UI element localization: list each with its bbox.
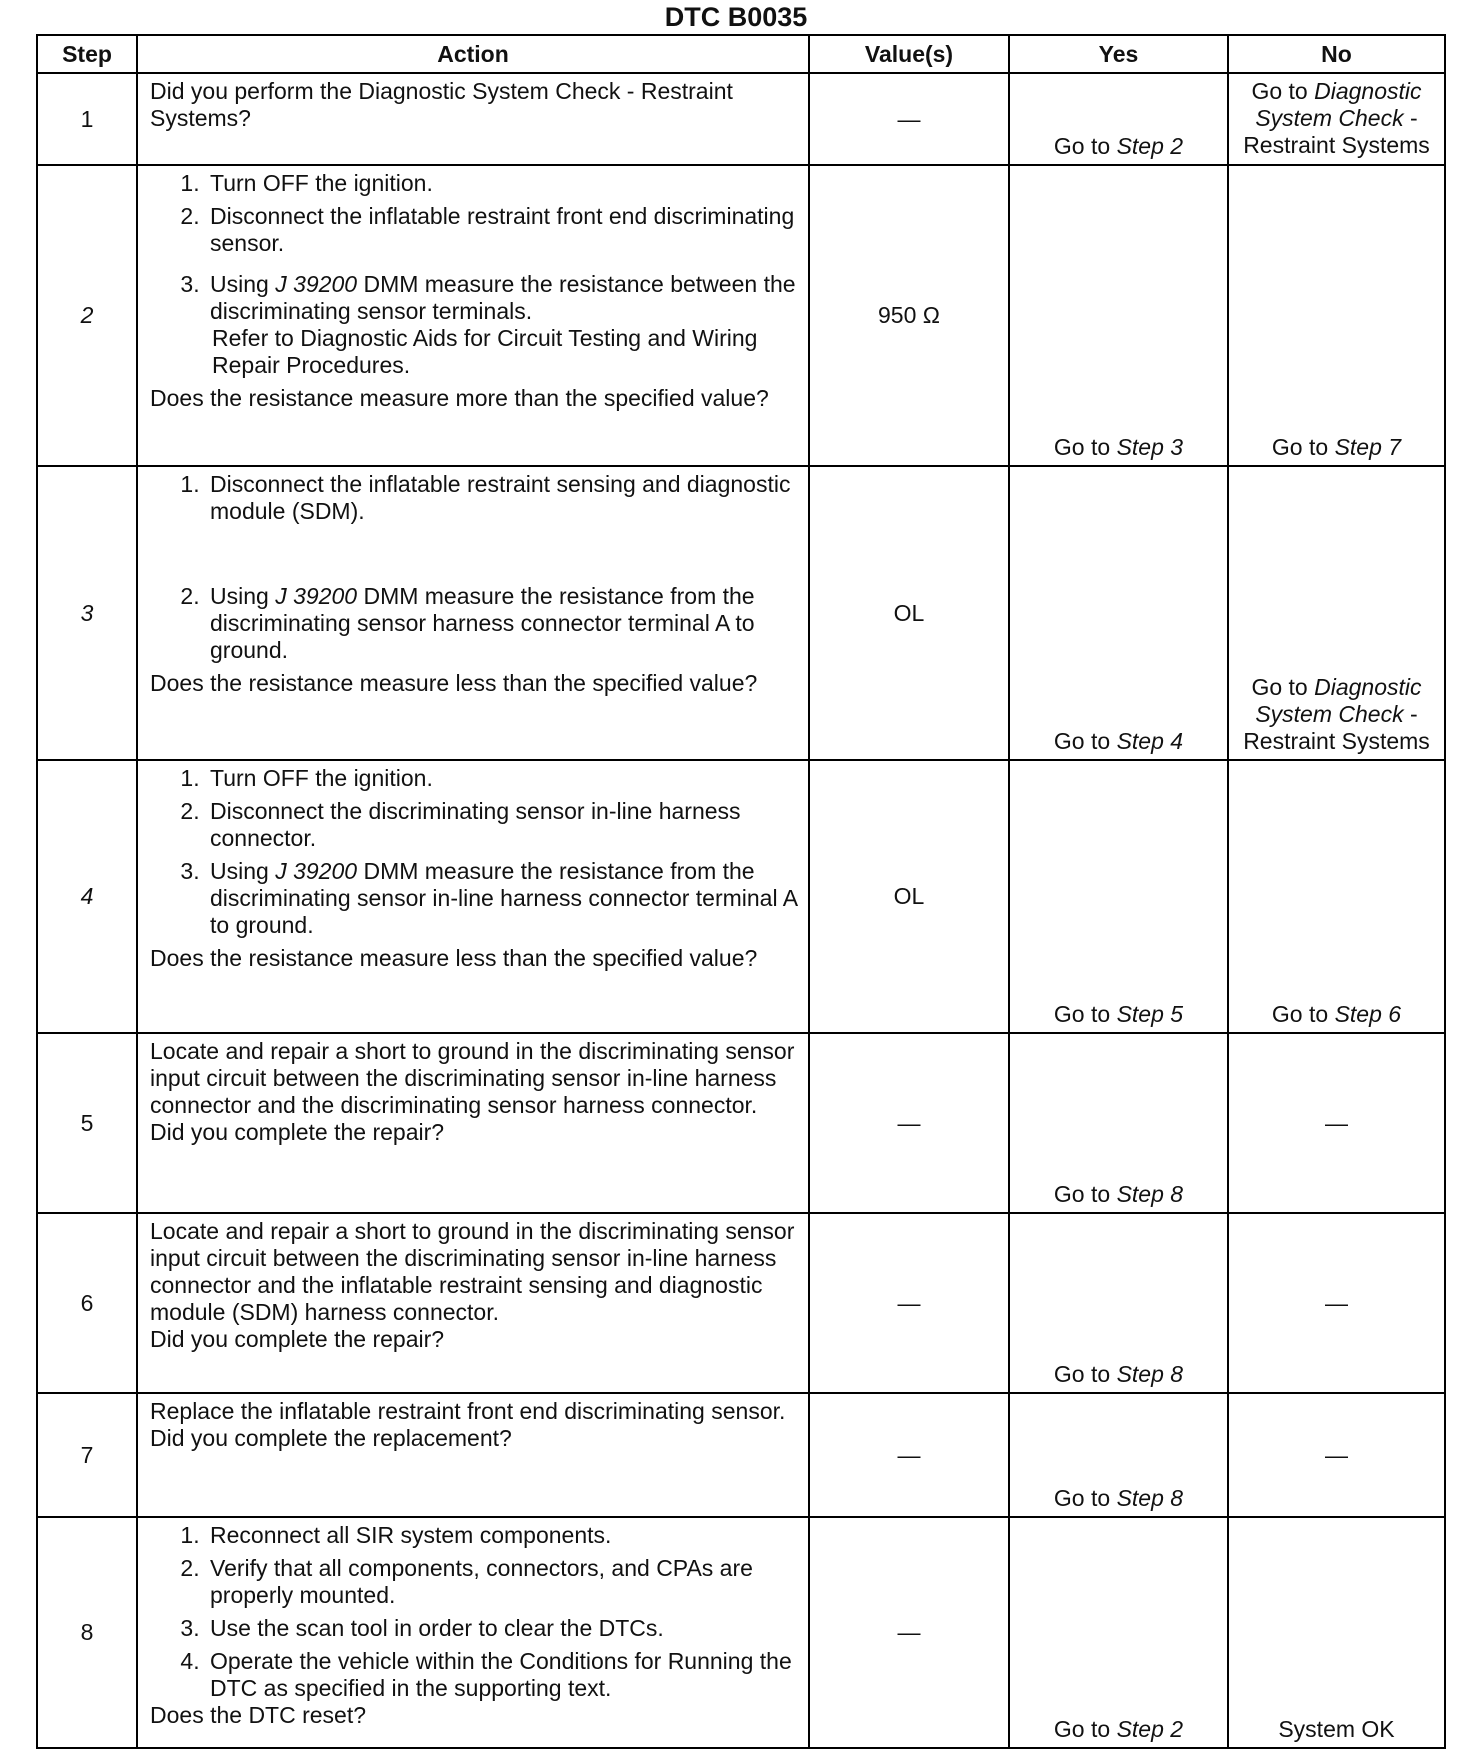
list-item bbox=[206, 858, 798, 939]
no-prefix: Go to bbox=[1251, 78, 1315, 104]
action-list bbox=[150, 170, 798, 385]
list-item: 3. Use the scan tool in order to clear the DTCs. bbox=[206, 1615, 798, 1642]
list-item: 2. Verify that all components, connectors, and CPAs are properly mounted. bbox=[206, 1555, 798, 1609]
yes-cell bbox=[1009, 165, 1228, 466]
no-suffix: - Restraint Systems bbox=[1243, 105, 1430, 158]
table-row bbox=[37, 1393, 1445, 1517]
action-cell bbox=[137, 165, 809, 466]
header-yes: Yes bbox=[1009, 35, 1228, 73]
value-cell: — bbox=[809, 73, 1009, 165]
action-question: Did you complete the replacement? bbox=[150, 1425, 512, 1451]
action-question: Did you complete the repair? bbox=[150, 1326, 445, 1352]
action-text: Locate and repair a short to ground in the discriminating sensor input circuit between the discriminating sensor in-line harness connector and the inflatable restraint sensing and diagnostic module (SDM) harness connector. bbox=[150, 1218, 795, 1325]
step-number: 8 bbox=[37, 1517, 137, 1748]
no-prefix: Go to bbox=[1271, 1001, 1335, 1027]
yes-prefix: Go to bbox=[1053, 1001, 1117, 1027]
list-item: 2. Disconnect the inflatable restraint front end discriminating sensor. bbox=[206, 203, 798, 257]
step-number: 4 bbox=[37, 760, 137, 1033]
value-cell: — bbox=[809, 1033, 1009, 1213]
yes-cell bbox=[1009, 73, 1228, 165]
action-question: Does the resistance measure less than the specified value? bbox=[150, 670, 758, 696]
value-cell: — bbox=[809, 1393, 1009, 1517]
item-suffix: DMM measure the resistance from the discriminating sensor harness connector terminal A to ground. bbox=[210, 583, 755, 663]
step-number: 7 bbox=[37, 1393, 137, 1517]
item-note: Refer to Diagnostic Aids for Circuit Testing and Wiring Repair Procedures. bbox=[212, 325, 758, 378]
no-cell bbox=[1228, 466, 1445, 760]
action-text: Did you perform the Diagnostic System Check - Restraint Systems? bbox=[150, 78, 733, 131]
no-cell bbox=[1228, 165, 1445, 466]
action-list bbox=[150, 765, 798, 945]
item-prefix: Using bbox=[210, 858, 276, 884]
list-item: 1. Turn OFF the ignition. bbox=[206, 170, 798, 197]
no-link: Step 7 bbox=[1334, 434, 1402, 460]
item-suffix: DMM measure the resistance between the discriminating sensor terminals. bbox=[210, 271, 796, 324]
yes-link: Step 8 bbox=[1116, 1181, 1184, 1207]
step-number: 1 bbox=[37, 73, 137, 165]
step-number: 6 bbox=[37, 1213, 137, 1393]
yes-link: Step 2 bbox=[1116, 133, 1184, 159]
tool-name: J 39200 bbox=[275, 271, 358, 297]
tool-name: J 39200 bbox=[275, 583, 358, 609]
action-list bbox=[150, 1522, 798, 1702]
action-text: Replace the inflatable restraint front end discriminating sensor. bbox=[150, 1398, 786, 1424]
no-link: Diagnostic System Check bbox=[1255, 78, 1422, 131]
yes-link: Step 2 bbox=[1116, 1716, 1184, 1742]
no-cell: — bbox=[1228, 1213, 1445, 1393]
table-row bbox=[37, 466, 1445, 760]
yes-cell bbox=[1009, 760, 1228, 1033]
no-cell bbox=[1228, 760, 1445, 1033]
yes-prefix: Go to bbox=[1053, 133, 1117, 159]
yes-prefix: Go to bbox=[1053, 434, 1117, 460]
action-cell bbox=[137, 1213, 809, 1393]
step-number: 5 bbox=[37, 1033, 137, 1213]
list-item: 4. Operate the vehicle within the Conditions for Running the DTC as specified in the supporting text. bbox=[206, 1648, 798, 1702]
header-action: Action bbox=[137, 35, 809, 73]
no-prefix: Go to bbox=[1271, 434, 1335, 460]
yes-prefix: Go to bbox=[1053, 728, 1117, 754]
list-item: 2. Disconnect the discriminating sensor in-line harness connector. bbox=[206, 798, 798, 852]
yes-link: Step 8 bbox=[1116, 1485, 1184, 1511]
table-row bbox=[37, 1033, 1445, 1213]
yes-link: Step 8 bbox=[1116, 1361, 1184, 1387]
list-item bbox=[206, 583, 798, 664]
action-cell bbox=[137, 73, 809, 165]
action-cell bbox=[137, 1033, 809, 1213]
step-number: 2 bbox=[37, 165, 137, 466]
no-prefix: Go to bbox=[1251, 674, 1315, 700]
yes-prefix: Go to bbox=[1053, 1485, 1117, 1511]
list-item: 1. Reconnect all SIR system components. bbox=[206, 1522, 798, 1549]
yes-link: Step 3 bbox=[1116, 434, 1184, 460]
tool-name: J 39200 bbox=[275, 858, 358, 884]
action-cell bbox=[137, 760, 809, 1033]
header-step: Step bbox=[37, 35, 137, 73]
action-cell bbox=[137, 466, 809, 760]
list-item: 1. Turn OFF the ignition. bbox=[206, 765, 798, 792]
item-prefix: Using bbox=[210, 271, 276, 297]
step-number: 3 bbox=[37, 466, 137, 760]
list-item: 1. Disconnect the inflatable restraint sensing and diagnostic module (SDM). bbox=[206, 471, 798, 525]
table-row bbox=[37, 73, 1445, 165]
yes-link: Step 4 bbox=[1116, 728, 1184, 754]
no-suffix: - Restraint Systems bbox=[1243, 701, 1430, 754]
action-cell bbox=[137, 1393, 809, 1517]
no-cell: — bbox=[1228, 1033, 1445, 1213]
no-cell: System OK bbox=[1228, 1517, 1445, 1748]
header-values: Value(s) bbox=[809, 35, 1009, 73]
action-question: Does the resistance measure more than the specified value? bbox=[150, 385, 769, 411]
yes-cell bbox=[1009, 466, 1228, 760]
value-cell: OL bbox=[809, 760, 1009, 1033]
table-row bbox=[37, 1213, 1445, 1393]
action-question: Does the DTC reset? bbox=[150, 1702, 367, 1728]
yes-cell bbox=[1009, 1033, 1228, 1213]
no-link: Diagnostic System Check bbox=[1255, 674, 1422, 727]
value-cell: 950 Ω bbox=[809, 165, 1009, 466]
action-question: Did you complete the repair? bbox=[150, 1119, 445, 1145]
action-list bbox=[150, 471, 798, 670]
value-cell: — bbox=[809, 1213, 1009, 1393]
item-suffix: DMM measure the resistance from the discriminating sensor in-line harness connector terminal A to ground. bbox=[210, 858, 797, 938]
no-cell bbox=[1228, 73, 1445, 165]
table-row bbox=[37, 1517, 1445, 1748]
action-text: Locate and repair a short to ground in the discriminating sensor input circuit between the discriminating sensor in-line harness connector and the discriminating sensor harness connector. bbox=[150, 1038, 795, 1118]
yes-link: Step 5 bbox=[1116, 1001, 1184, 1027]
yes-prefix: Go to bbox=[1053, 1361, 1117, 1387]
item-prefix: Using bbox=[210, 583, 276, 609]
yes-prefix: Go to bbox=[1053, 1716, 1117, 1742]
yes-cell bbox=[1009, 1393, 1228, 1517]
no-link: Step 6 bbox=[1334, 1001, 1402, 1027]
list-item bbox=[206, 271, 798, 379]
yes-prefix: Go to bbox=[1053, 1181, 1117, 1207]
header-row bbox=[37, 35, 1445, 73]
yes-cell bbox=[1009, 1213, 1228, 1393]
diagnostic-table bbox=[36, 34, 1446, 1749]
value-cell: OL bbox=[809, 466, 1009, 760]
table-row bbox=[37, 760, 1445, 1033]
value-cell: — bbox=[809, 1517, 1009, 1748]
action-cell bbox=[137, 1517, 809, 1748]
table-row bbox=[37, 165, 1445, 466]
action-question: Does the resistance measure less than the specified value? bbox=[150, 945, 758, 971]
yes-cell bbox=[1009, 1517, 1228, 1748]
no-cell: — bbox=[1228, 1393, 1445, 1517]
header-no: No bbox=[1228, 35, 1445, 73]
page-title: DTC B0035 bbox=[664, 2, 808, 32]
